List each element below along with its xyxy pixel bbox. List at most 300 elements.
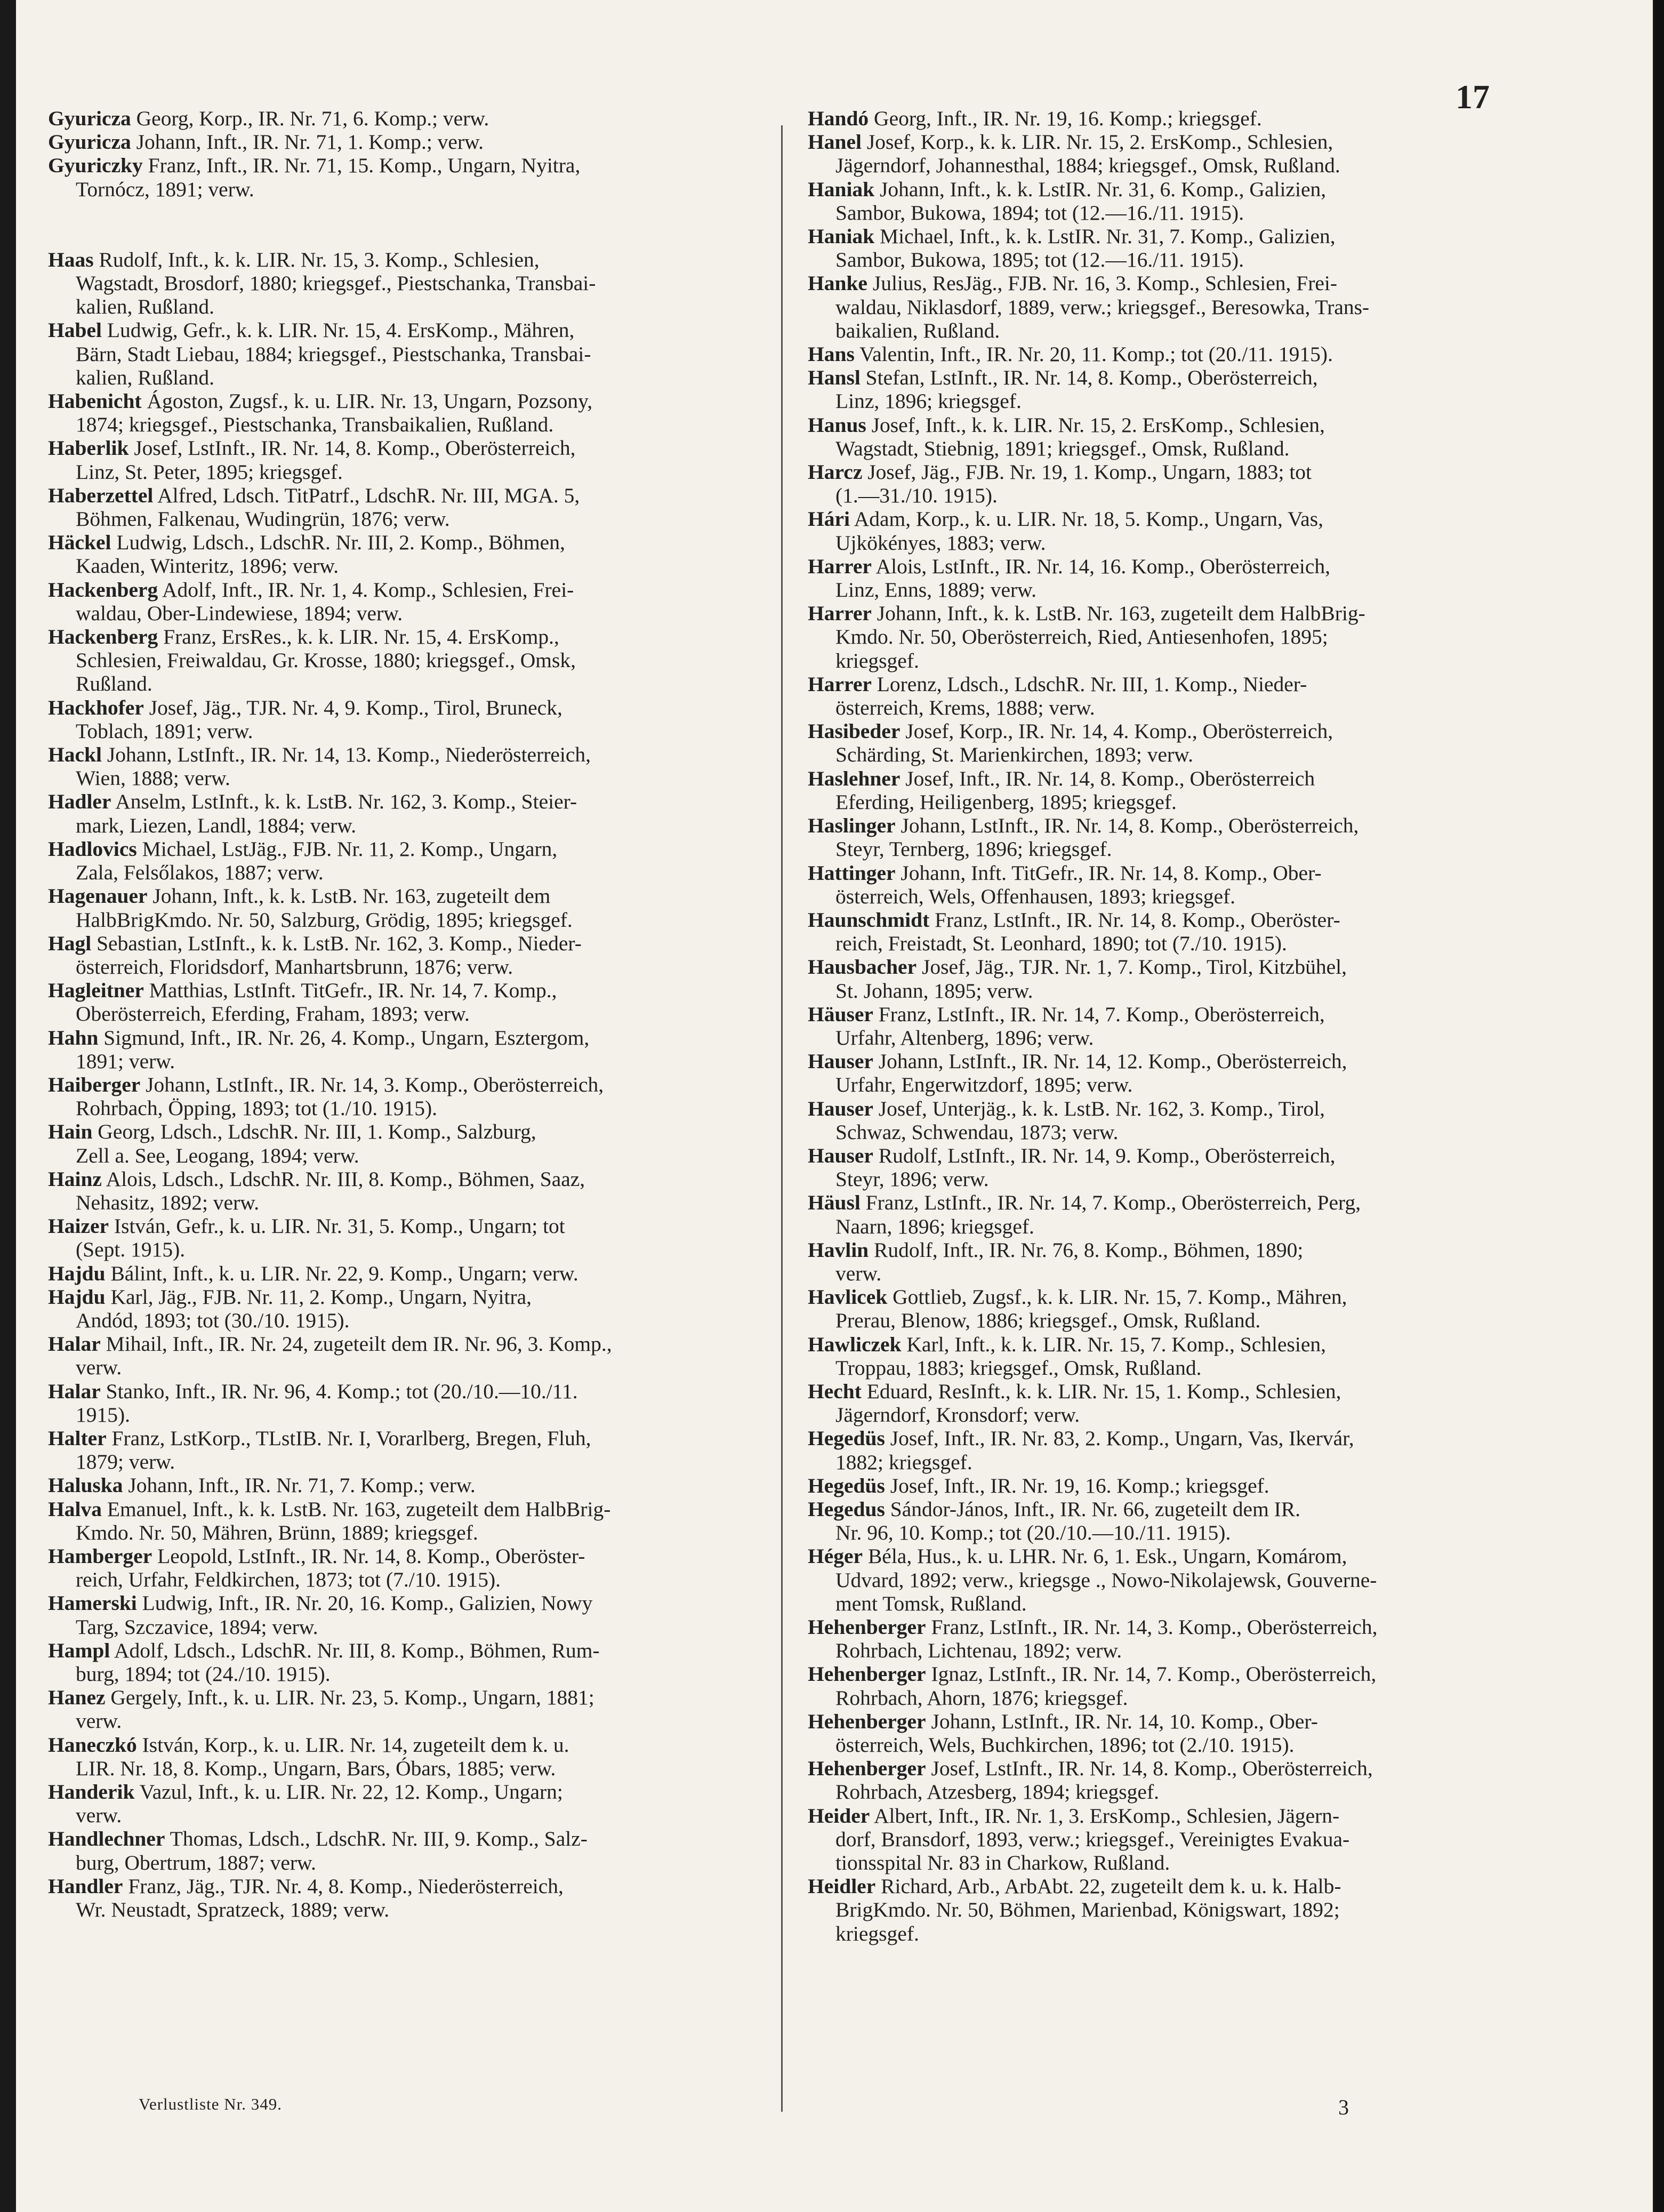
casualty-entry: [48, 1733, 741, 1780]
entry-first-line: [48, 932, 741, 955]
entry-details: Sebastian, LstInft., k. k. LstB. Nr. 162, 3. Komp., Nieder-: [97, 931, 582, 955]
surname: Hagleitner: [48, 979, 144, 1003]
surname: Hampl: [48, 1638, 110, 1662]
entry-continuation-line: kalien, Rußland.: [76, 365, 214, 389]
casualty-entry: [808, 1144, 1501, 1191]
entry-first-line: [808, 271, 1501, 295]
entry-details: Franz, LstInft., IR. Nr. 14, 8. Komp., Oberöster-: [935, 908, 1340, 932]
surname: Hanke: [808, 271, 867, 295]
entry-details: Ludwig, Gefr., k. k. LIR. Nr. 15, 4. ErsKomp., Mähren,: [107, 318, 575, 342]
casualty-entry: [48, 979, 741, 1025]
entry-first-line: [808, 1238, 1501, 1262]
surname: Handerik: [48, 1780, 135, 1804]
entry-details: Julius, ResJäg., FJB. Nr. 16, 3. Komp., Schlesien, Frei-: [872, 271, 1338, 295]
entry-details: Johann, LstInft., IR. Nr. 14, 3. Komp., Oberösterreich,: [146, 1072, 604, 1096]
entry-first-line: [48, 318, 741, 342]
entry-first-line: [808, 1285, 1501, 1309]
casualty-entry: [48, 696, 741, 743]
surname: Hainz: [48, 1167, 102, 1191]
surname: Hehenberger: [808, 1615, 926, 1639]
casualty-entry: [48, 318, 741, 389]
entry-details: Karl, Inft., k. k. LIR. Nr. 15, 7. Komp., Schlesien,: [906, 1332, 1326, 1356]
entry-details: Johann, Inft. TitGefr., IR. Nr. 14, 8. Komp., Ober-: [901, 861, 1322, 885]
entry-continuation-line: waldau, Ober-Lindewiese, 1894; verw.: [76, 601, 403, 625]
entry-first-line: [48, 1874, 741, 1898]
entry-continuation-line: kalien, Rußland.: [76, 295, 214, 319]
casualty-entry: [48, 837, 741, 884]
casualty-entry: [48, 1544, 741, 1591]
entry-first-line: [808, 1710, 1501, 1733]
entry-details: Josef, Inft., IR. Nr. 19, 16. Komp.; kriegsgef.: [890, 1473, 1269, 1497]
entry-continuation-line: Toblach, 1891; verw.: [76, 719, 253, 743]
entry-details: Alfred, Ldsch. TitPatrf., LdschR. Nr. III, MGA. 5,: [157, 483, 580, 507]
surname: Hans: [808, 342, 855, 366]
entry-details: Ludwig, Inft., IR. Nr. 20, 16. Komp., Galizien, Nowy: [142, 1591, 593, 1615]
entry-first-line: [48, 979, 741, 1002]
surname: Harcz: [808, 460, 863, 484]
entry-details: Johann, LstInft., IR. Nr. 14, 13. Komp., Niederösterreich,: [107, 743, 591, 767]
casualty-entry: [808, 507, 1501, 554]
casualty-entry: [808, 1497, 1501, 1544]
surname: Hackenberg: [48, 578, 158, 602]
entry-first-line: [48, 1686, 741, 1709]
entry-details: Adam, Korp., k. u. LIR. Nr. 18, 5. Komp., Ungarn, Vas,: [854, 507, 1323, 531]
entry-first-line: [48, 1544, 741, 1568]
casualty-entry: [808, 555, 1501, 602]
casualty-entry: [48, 1026, 741, 1073]
casualty-entry: [48, 1214, 741, 1261]
entry-details: Johann, Inft., k. k. LstB. Nr. 163, zugeteilt dem HalbBrig-: [877, 602, 1365, 626]
entry-first-line: [808, 1191, 1501, 1214]
entry-details: Georg, Korp., IR. Nr. 71, 6. Komp.; verw.: [136, 107, 489, 130]
entry-details: Thomas, Ldsch., LdschR. Nr. III, 9. Komp., Salz-: [170, 1827, 588, 1851]
entry-details: Josef, Inft., IR. Nr. 14, 8. Komp., Oberösterreich: [905, 766, 1315, 790]
entry-continuation-line: ment Tomsk, Rußland.: [835, 1591, 1027, 1615]
surname: Harrer: [808, 672, 872, 696]
surname: Halter: [48, 1426, 107, 1450]
column-divider: [781, 125, 783, 2112]
entry-details: Josef, Inft., k. k. LIR. Nr. 15, 2. ErsKomp., Schlesien,: [871, 413, 1325, 437]
surname: Hecht: [808, 1379, 862, 1403]
entry-details: Johann, Inft., k. k. LstIR. Nr. 31, 6. Komp., Galizien,: [880, 177, 1327, 201]
entry-details: Georg, Ldsch., LdschR. Nr. III, 1. Komp., Salzburg,: [98, 1120, 536, 1144]
entry-continuation-line: BrigKmdo. Nr. 50, Böhmen, Marienbad, Königswart, 1892;: [835, 1898, 1340, 1922]
entry-continuation-line: Steyr, Ternberg, 1896; kriegsgef.: [835, 837, 1112, 861]
casualty-entry: [48, 1285, 741, 1332]
entry-first-line: [48, 1285, 741, 1309]
entry-details: Stanko, Inft., IR. Nr. 96, 4. Komp.; tot (20./10.—10./11.: [106, 1379, 578, 1403]
surname: Hasibeder: [808, 719, 901, 743]
casualty-entry: [808, 1003, 1501, 1049]
entry-first-line: [48, 107, 741, 130]
entry-details: Albert, Inft., IR. Nr. 1, 3. ErsKomp., Schlesien, Jägern-: [873, 1804, 1340, 1828]
surname: Hauser: [808, 1049, 873, 1073]
casualty-entry: [48, 743, 741, 790]
entry-first-line: [808, 767, 1501, 790]
casualty-entry: [48, 1591, 741, 1638]
entry-details: Valentin, Inft., IR. Nr. 20, 11. Komp.; tot (20./11. 1915).: [859, 342, 1333, 366]
entry-first-line: [808, 1757, 1501, 1780]
surname: Handó: [808, 107, 869, 130]
entry-details: István, Gefr., k. u. LIR. Nr. 31, 5. Komp., Ungarn; tot: [114, 1214, 565, 1238]
surname: Hagl: [48, 931, 92, 955]
entry-first-line: [48, 578, 741, 602]
entry-details: Josef, Jäg., TJR. Nr. 1, 7. Komp., Tirol, Kitzbühel,: [921, 955, 1347, 979]
entry-continuation-line: Rohrbach, Lichtenau, 1892; verw.: [835, 1639, 1122, 1663]
entry-continuation-line: verw.: [76, 1709, 122, 1733]
casualty-entry: [48, 625, 741, 696]
surname: Hattinger: [808, 861, 896, 885]
surname: Hegedus: [808, 1497, 885, 1521]
entry-first-line: [48, 484, 741, 507]
casualty-entry: [48, 884, 741, 931]
entry-details: Mihail, Inft., IR. Nr. 24, zugeteilt dem IR. Nr. 96, 3. Komp.,: [106, 1332, 612, 1356]
casualty-entry: [48, 1874, 741, 1921]
entry-continuation-line: verw.: [835, 1261, 882, 1285]
casualty-entry: [808, 1544, 1501, 1615]
casualty-entry: [48, 531, 741, 578]
entry-continuation-line: Urfahr, Engerwitzdorf, 1895; verw.: [835, 1073, 1133, 1097]
surname: Habel: [48, 318, 102, 342]
surname: Haas: [48, 247, 94, 271]
entry-details: Franz, LstInft., IR. Nr. 14, 7. Komp., Oberösterreich, Perg,: [865, 1191, 1361, 1215]
entry-first-line: [808, 1544, 1501, 1568]
entry-continuation-line: Zala, Felsőlakos, 1887; verw.: [76, 861, 324, 885]
entry-first-line: [48, 1473, 741, 1497]
casualty-entry: [808, 1238, 1501, 1285]
entry-details: Josef, Unterjäg., k. k. LstB. Nr. 162, 3. Komp., Tirol,: [878, 1096, 1325, 1120]
entry-continuation-line: verw.: [76, 1356, 122, 1380]
entry-continuation-line: (Sept. 1915).: [76, 1238, 186, 1262]
casualty-entry: [48, 389, 741, 436]
entry-first-line: [808, 507, 1501, 531]
casualty-entry: [808, 1662, 1501, 1709]
entry-continuation-line: 1879; verw.: [76, 1450, 175, 1474]
entry-continuation-line: Rohrbach, Ahorn, 1876; kriegsgef.: [835, 1686, 1128, 1710]
entry-continuation-line: Andód, 1893; tot (30./10. 1915).: [76, 1308, 350, 1332]
casualty-entry: [48, 1426, 741, 1473]
entry-continuation-line: 1882; kriegsgef.: [835, 1450, 972, 1474]
surname: Hackhofer: [48, 695, 144, 719]
entry-details: Richard, Arb., ArbAbt. 22, zugeteilt dem k. u. k. Halb-: [881, 1874, 1341, 1898]
surname: Harrer: [808, 554, 872, 578]
entry-continuation-line: österreich, Wels, Buchkirchen, 1896; tot (2./10. 1915).: [835, 1733, 1295, 1757]
page-number: 17: [1456, 78, 1490, 116]
entry-details: Josef, Jäg., TJR. Nr. 4, 9. Komp., Tirol, Bruneck,: [149, 695, 562, 719]
entry-first-line: [808, 861, 1501, 885]
surname: Häusl: [808, 1191, 861, 1215]
casualty-entry: [48, 1780, 741, 1827]
entry-continuation-line: Kmdo. Nr. 50, Mähren, Brünn, 1889; kriegsgef.: [76, 1520, 478, 1544]
entry-first-line: [808, 814, 1501, 837]
entry-details: Franz, Jäg., TJR. Nr. 4, 8. Komp., Niederösterreich,: [128, 1874, 564, 1898]
casualty-entry: [808, 1191, 1501, 1238]
entry-first-line: [808, 1874, 1501, 1898]
entry-first-line: [48, 1639, 741, 1662]
casualty-entry: [48, 1497, 741, 1544]
surname: Habenicht: [48, 389, 142, 413]
surname: Haiberger: [48, 1072, 141, 1096]
entry-continuation-line: reich, Urfahr, Feldkirchen, 1873; tot (7./10. 1915).: [76, 1568, 501, 1592]
surname: Hanus: [808, 413, 866, 437]
surname: Haunschmidt: [808, 908, 930, 932]
casualty-entry: [48, 1262, 741, 1285]
entry-details: Johann, LstInft., IR. Nr. 14, 8. Komp., Oberösterreich,: [901, 814, 1359, 838]
entry-details: Josef, LstInft., IR. Nr. 14, 8. Komp., Oberösterreich,: [931, 1757, 1373, 1781]
entry-first-line: [808, 602, 1501, 625]
casualty-entry: [808, 1615, 1501, 1662]
entry-first-line: [48, 531, 741, 554]
casualty-entry: [48, 1639, 741, 1686]
surname: Halar: [48, 1332, 101, 1356]
casualty-entry: [48, 1827, 741, 1874]
entry-continuation-line: HalbBrigKmdo. Nr. 50, Salzburg, Grödig, 1895; kriegsgef.: [76, 908, 573, 932]
entry-continuation-line: 1915).: [76, 1402, 131, 1426]
entry-details: Franz, Inft., IR. Nr. 71, 15. Komp., Ungarn, Nyitra,: [148, 154, 581, 178]
surname: Héger: [808, 1544, 863, 1568]
entry-details: Gottlieb, Zugsf., k. k. LIR. Nr. 15, 7. Komp., Mähren,: [893, 1285, 1347, 1309]
entry-continuation-line: (1.—31./10. 1915).: [835, 484, 998, 508]
surname: Hauser: [808, 1096, 873, 1120]
entry-details: Josef, Jäg., FJB. Nr. 19, 1. Komp., Ungarn, 1883; tot: [867, 460, 1312, 484]
entry-first-line: [808, 1333, 1501, 1356]
surname: Havlicek: [808, 1285, 888, 1309]
casualty-entry: [808, 767, 1501, 814]
entry-first-line: [808, 225, 1501, 248]
entry-details: Franz, LstInft., IR. Nr. 14, 7. Komp., Oberösterreich,: [878, 1002, 1325, 1026]
entry-continuation-line: 1891; verw.: [76, 1049, 175, 1073]
surname: Häckel: [48, 531, 111, 555]
casualty-entry: [808, 1874, 1501, 1945]
entry-details: Alois, LstInft., IR. Nr. 14, 16. Komp., Oberösterreich,: [875, 554, 1331, 578]
entry-details: Gergely, Inft., k. u. LIR. Nr. 23, 5. Komp., Ungarn, 1881;: [110, 1686, 594, 1710]
entry-continuation-line: Wagstadt, Stiebnig, 1891; kriegsgef., Omsk, Rußland.: [835, 436, 1290, 460]
surname: Gyuricza: [48, 130, 131, 154]
entry-details: Johann, LstInft., IR. Nr. 14, 10. Komp., Ober-: [931, 1709, 1318, 1733]
entry-details: Rudolf, Inft., k. k. LIR. Nr. 15, 3. Komp., Schlesien,: [99, 247, 540, 271]
entry-first-line: [48, 696, 741, 719]
entry-first-line: [48, 154, 741, 177]
entry-continuation-line: St. Johann, 1895; verw.: [835, 979, 1033, 1003]
entry-first-line: [48, 1380, 741, 1403]
entry-details: Josef, LstInft., IR. Nr. 14, 8. Komp., Oberösterreich,: [134, 436, 576, 460]
entry-details: Anselm, LstInft., k. k. LstB. Nr. 162, 3. Komp., Steier-: [115, 790, 577, 814]
casualty-entry: [48, 436, 741, 483]
surname: Heider: [808, 1804, 870, 1828]
casualty-entry: [48, 1073, 741, 1120]
entry-continuation-line: mark, Liezen, Landl, 1884; verw.: [76, 813, 357, 837]
entry-first-line: [808, 955, 1501, 979]
casualty-entry: [808, 342, 1501, 366]
entry-details: Adolf, Inft., IR. Nr. 1, 4. Komp., Schlesien, Frei-: [162, 578, 574, 602]
entry-details: Rudolf, Inft., IR. Nr. 76, 8. Komp., Böhmen, 1890;: [874, 1238, 1304, 1262]
entry-details: Johann, Inft., k. k. LstB. Nr. 163, zugeteilt dem: [152, 884, 551, 908]
casualty-entry: [48, 130, 741, 154]
entry-continuation-line: Wien, 1888; verw.: [76, 766, 230, 790]
entry-first-line: [48, 1026, 741, 1049]
entry-first-line: [808, 1049, 1501, 1073]
entry-details: Leopold, LstInft., IR. Nr. 14, 8. Komp., Oberöster-: [157, 1544, 585, 1568]
surname: Hain: [48, 1120, 93, 1144]
entry-continuation-line: Sambor, Bukowa, 1895; tot (12.—16./11. 1915).: [835, 248, 1244, 272]
entry-continuation-line: Linz, 1896; kriegsgef.: [835, 389, 1022, 413]
entry-continuation-line: österreich, Wels, Offenhausen, 1893; kriegsgef.: [835, 884, 1236, 908]
surname: Hári: [808, 507, 850, 531]
surname: Haslehner: [808, 766, 901, 790]
casualty-entry: [808, 271, 1501, 342]
entry-continuation-line: Eferding, Heiligenberg, 1895; kriegsgef.: [835, 790, 1177, 814]
surname: Gyuricza: [48, 107, 131, 130]
page: [16, 0, 1653, 2212]
entry-details: Ignaz, LstInft., IR. Nr. 14, 7. Komp., Oberösterreich,: [931, 1662, 1377, 1686]
surname: Harrer: [808, 602, 872, 626]
entry-first-line: [48, 837, 741, 861]
surname: Hawliczek: [808, 1332, 902, 1356]
entry-first-line: [48, 1214, 741, 1238]
surname: Hanez: [48, 1686, 106, 1710]
entry-continuation-line: LIR. Nr. 18, 8. Komp., Ungarn, Bars, Óbars, 1885; verw.: [76, 1756, 556, 1780]
entry-continuation-line: Naarn, 1896; kriegsgef.: [835, 1214, 1034, 1238]
surname: Hausbacher: [808, 955, 917, 979]
surname: Hackl: [48, 743, 102, 767]
casualty-entry: [808, 130, 1501, 177]
entry-details: Johann, LstInft., IR. Nr. 14, 12. Komp., Oberösterreich,: [878, 1049, 1347, 1073]
surname: Häuser: [808, 1002, 873, 1026]
entry-continuation-line: baikalien, Rußland.: [835, 318, 1000, 342]
surname: Hahn: [48, 1025, 99, 1049]
casualty-entry: [48, 1167, 741, 1214]
entry-continuation-line: Zell a. See, Leogang, 1894; verw.: [76, 1143, 359, 1167]
entry-first-line: [808, 366, 1501, 389]
surname: Hanel: [808, 130, 862, 154]
surname: Hackenberg: [48, 625, 158, 649]
footer-list-number: Verlustliste Nr. 349.: [139, 2095, 282, 2113]
entry-details: Matthias, LstInft. TitGefr., IR. Nr. 14, 7. Komp.,: [149, 979, 557, 1003]
entry-first-line: [808, 1662, 1501, 1686]
casualty-entry: [48, 578, 741, 625]
entry-continuation-line: tionsspital Nr. 83 in Charkow, Rußland.: [835, 1851, 1170, 1875]
entry-continuation-line: Urfahr, Altenberg, 1896; verw.: [835, 1025, 1094, 1049]
entry-details: Vazul, Inft., k. u. LIR. Nr. 22, 12. Komp., Ungarn;: [139, 1780, 563, 1804]
entry-details: Josef, Inft., IR. Nr. 83, 2. Komp., Ungarn, Vas, Ikervár,: [890, 1426, 1354, 1450]
surname: Hagenauer: [48, 884, 148, 908]
entry-details: Michael, LstJäg., FJB. Nr. 11, 2. Komp., Ungarn,: [142, 837, 558, 861]
entry-first-line: [48, 625, 741, 648]
entry-details: Franz, LstKorp., TLstIB. Nr. I, Vorarlberg, Bregen, Fluh,: [111, 1426, 591, 1450]
casualty-entry: [808, 955, 1501, 1002]
entry-continuation-line: Kmdo. Nr. 50, Oberösterreich, Ried, Antiesenhofen, 1895;: [835, 625, 1328, 649]
entry-first-line: [808, 908, 1501, 932]
surname: Gyuriczky: [48, 154, 143, 178]
casualty-entry: [808, 602, 1501, 672]
entry-first-line: [48, 130, 741, 154]
surname: Heidler: [808, 1874, 876, 1898]
surname: Haberlik: [48, 436, 129, 460]
entry-details: Adolf, Ldsch., LdschR. Nr. III, 8. Komp., Böhmen, Rum-: [114, 1638, 600, 1662]
entry-continuation-line: 1874; kriegsgef., Piestschanka, Transbaikalien, Rußland.: [76, 413, 554, 437]
surname: Haizer: [48, 1214, 109, 1238]
entry-details: István, Korp., k. u. LIR. Nr. 14, zugeteilt dem k. u.: [142, 1733, 569, 1757]
casualty-entry: [808, 1426, 1501, 1473]
surname: Hadlovics: [48, 837, 137, 861]
scan-edge: [1654, 0, 1664, 2212]
casualty-entry: [808, 719, 1501, 766]
entry-first-line: [808, 1474, 1501, 1497]
casualty-entry: [808, 1474, 1501, 1497]
entry-continuation-line: Wr. Neustadt, Spratzeck, 1889; verw.: [76, 1898, 390, 1922]
casualty-entry: [48, 1332, 741, 1379]
entry-first-line: [48, 1591, 741, 1615]
entry-first-line: [48, 743, 741, 766]
casualty-entry: [48, 1120, 741, 1167]
entry-first-line: [48, 1780, 741, 1804]
entry-continuation-line: Tornócz, 1891; verw.: [76, 177, 254, 201]
casualty-entry: [48, 1686, 741, 1733]
entry-first-line: [48, 884, 741, 908]
surname: Haberzettel: [48, 483, 154, 507]
surname: Hansl: [808, 366, 861, 390]
entry-continuation-line: Prerau, Blenow, 1886; kriegsgef., Omsk, Rußland.: [835, 1309, 1261, 1333]
surname: Haluska: [48, 1473, 123, 1497]
entry-first-line: [48, 1497, 741, 1521]
casualty-entry: [808, 178, 1501, 225]
entry-continuation-line: Linz, St. Peter, 1895; kriegsgef.: [76, 460, 343, 484]
entry-details: Franz, LstInft., IR. Nr. 14, 3. Komp., Oberösterreich,: [931, 1615, 1378, 1639]
entry-first-line: [48, 1332, 741, 1356]
entry-details: Rudolf, LstInft., IR. Nr. 14, 9. Komp., Oberösterreich,: [878, 1143, 1336, 1167]
entry-first-line: [808, 1003, 1501, 1026]
surname: Haniak: [808, 177, 875, 201]
entry-details: Béla, Hus., k. u. LHR. Nr. 6, 1. Esk., Ungarn, Komárom,: [867, 1544, 1347, 1568]
entry-continuation-line: burg, 1894; tot (24./10. 1915).: [76, 1662, 331, 1686]
surname: Hamberger: [48, 1544, 152, 1568]
entry-first-line: [808, 1426, 1501, 1450]
entry-details: Lorenz, Ldsch., LdschR. Nr. III, 1. Komp., Nieder-: [877, 672, 1307, 696]
entry-first-line: [808, 178, 1501, 201]
casualty-entry: [808, 366, 1501, 413]
entry-continuation-line: Schärding, St. Marienkirchen, 1893; verw.: [835, 743, 1193, 767]
casualty-entry: [808, 1097, 1501, 1144]
entry-first-line: [808, 460, 1501, 484]
entry-first-line: [808, 1144, 1501, 1167]
entry-details: Ágoston, Zugsf., k. u. LIR. Nr. 13, Ungarn, Pozsony,: [147, 389, 593, 413]
casualty-entry: [808, 1285, 1501, 1332]
casualty-entry: [808, 1804, 1501, 1875]
entry-details: Sándor-János, Inft., IR. Nr. 66, zugeteilt dem IR.: [890, 1497, 1301, 1521]
entry-continuation-line: Rohrbach, Atzesberg, 1894; kriegsgef.: [835, 1780, 1159, 1804]
entry-first-line: [48, 1120, 741, 1143]
entry-continuation-line: Steyr, 1896; verw.: [835, 1167, 989, 1191]
entry-continuation-line: Jägerndorf, Johannesthal, 1884; kriegsgef., Omsk, Rußland.: [835, 154, 1340, 178]
entry-continuation-line: Sambor, Bukowa, 1894; tot (12.—16./11. 1915).: [835, 201, 1244, 225]
entry-first-line: [808, 413, 1501, 437]
surname: Hehenberger: [808, 1757, 926, 1781]
casualty-entry: [48, 1380, 741, 1426]
surname: Hamerski: [48, 1591, 137, 1615]
entry-details: Sigmund, Inft., IR. Nr. 26, 4. Komp., Ungarn, Esztergom,: [103, 1025, 590, 1049]
entry-continuation-line: Oberösterreich, Eferding, Fraham, 1893; verw.: [76, 1002, 470, 1026]
entry-first-line: [48, 1827, 741, 1850]
casualty-entry: [808, 460, 1501, 507]
entry-first-line: [808, 107, 1501, 130]
entry-details: Michael, Inft., k. k. LstIR. Nr. 31, 7. Komp., Galizien,: [880, 225, 1336, 249]
entry-details: Georg, Inft., IR. Nr. 19, 16. Komp.; kriegsgef.: [874, 107, 1262, 130]
entry-continuation-line: Nehasitz, 1892; verw.: [76, 1190, 260, 1214]
casualty-entry: [808, 1333, 1501, 1380]
surname: Haneczkó: [48, 1733, 137, 1757]
entry-first-line: [808, 555, 1501, 578]
entry-continuation-line: Linz, Enns, 1889; verw.: [835, 578, 1037, 602]
